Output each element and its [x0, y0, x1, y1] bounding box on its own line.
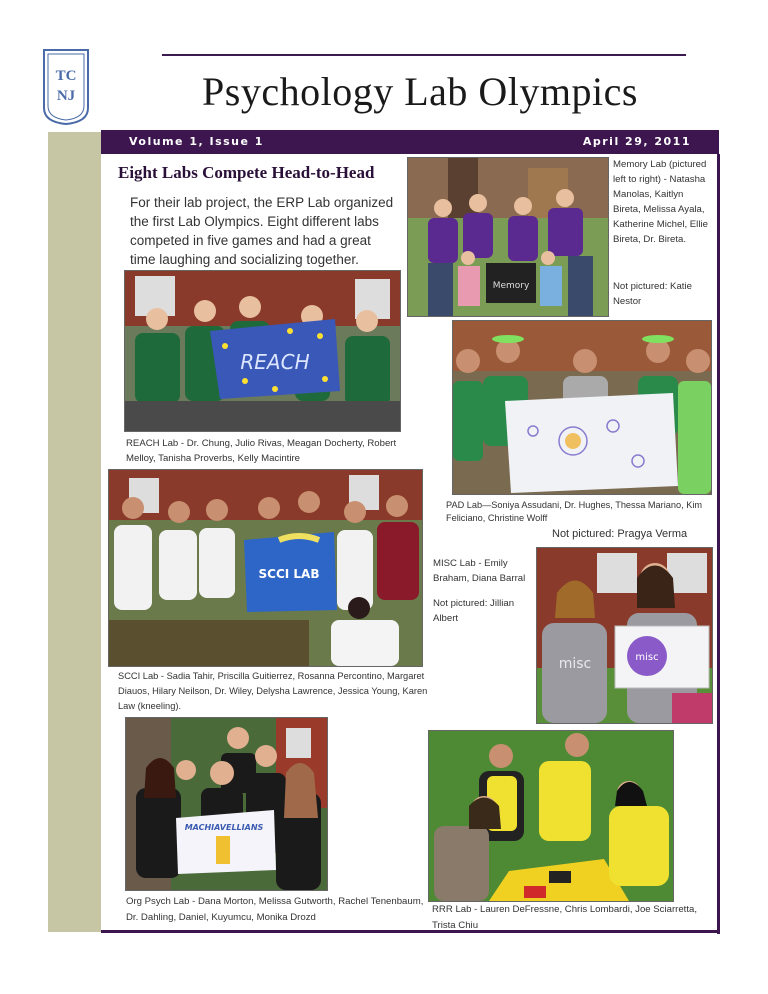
sidebar-stripe	[48, 132, 101, 932]
pad-lab-photo	[452, 320, 712, 495]
scci-lab-photo	[108, 469, 423, 667]
misc-lab-not-pictured: Not pictured: Jillian Albert	[433, 598, 515, 624]
org-sign-text: MACHIAVELLIANS	[184, 823, 264, 832]
memory-lab-photo	[407, 157, 609, 317]
title-rule	[162, 54, 686, 56]
memory-sign-text: Memory	[492, 281, 530, 291]
svg-text:TC: TC	[55, 68, 77, 84]
page-title: Psychology Lab Olympics	[202, 69, 638, 114]
org-psych-lab-caption: Org Psych Lab - Dana Morton, Melissa Gutworth, Rachel Tenenbaum, Dr. Dahling, Daniel, Kuyumcu, Monika Drozd	[126, 896, 424, 923]
misc-sign-text: misc	[635, 652, 659, 663]
rrr-lab-caption: RRR Lab - Lauren DeFressne, Chris Lombardi, Joe Sciarretta, Trista Chiu	[432, 904, 698, 931]
svg-text:NJ: NJ	[56, 88, 76, 104]
memory-lab-not-pictured: Not pictured: Katie Nestor	[613, 281, 692, 307]
frame-right	[717, 154, 720, 934]
memory-lab-caption: Memory Lab (pictured left to right) - Natasha Manolas, Kaitlyn Bireta, Melissa Ayala, Katherine Michel, Ellie Bireta, Dr. Bireta.	[613, 159, 708, 245]
reach-sign-text: REACH	[240, 350, 310, 374]
article-headline: Eight Labs Compete Head-to-Head	[118, 163, 375, 182]
scci-lab-caption: SCCI Lab - Sadia Tahir, Priscilla Guitierrez, Rosanna Percontino, Margaret Diauos, Hilary Neilson, Dr. Wiley, Delysha Lawrence, Jessica Young, Karen Law (kneeling).	[118, 671, 428, 711]
scci-sign-text: SCCI LAB	[258, 567, 320, 581]
tcnj-logo	[40, 48, 92, 126]
misc-lab-caption: MISC Lab - Emily Braham, Diana Barral	[433, 558, 526, 584]
issue-band	[101, 130, 719, 154]
misc-shirt-text: misc	[558, 656, 592, 672]
issue-date: April 29, 2011	[582, 135, 691, 148]
org-psych-lab-photo	[125, 717, 328, 891]
misc-lab-photo	[536, 547, 713, 724]
pad-lab-not-pictured: Not pictured: Pragya Verma	[552, 528, 688, 540]
pad-lab-caption: PAD Lab—Soniya Assudani, Dr. Hughes, Thessa Mariano, Kim Feliciano, Christine Wolff	[446, 500, 703, 523]
volume-label: Volume 1, Issue 1	[129, 135, 264, 148]
reach-lab-caption: REACH Lab - Dr. Chung, Julio Rivas, Meagan Docherty, Robert Melloy, Tanisha Proverbs, Kelly Macintire	[126, 438, 397, 464]
article-intro: For their lab project, the ERP Lab organized the first Lab Olympics. Eight different labs competed in five games and had a great time laughing and socializing together.	[130, 195, 394, 267]
rrr-lab-photo	[428, 730, 674, 902]
reach-lab-photo	[124, 270, 401, 432]
